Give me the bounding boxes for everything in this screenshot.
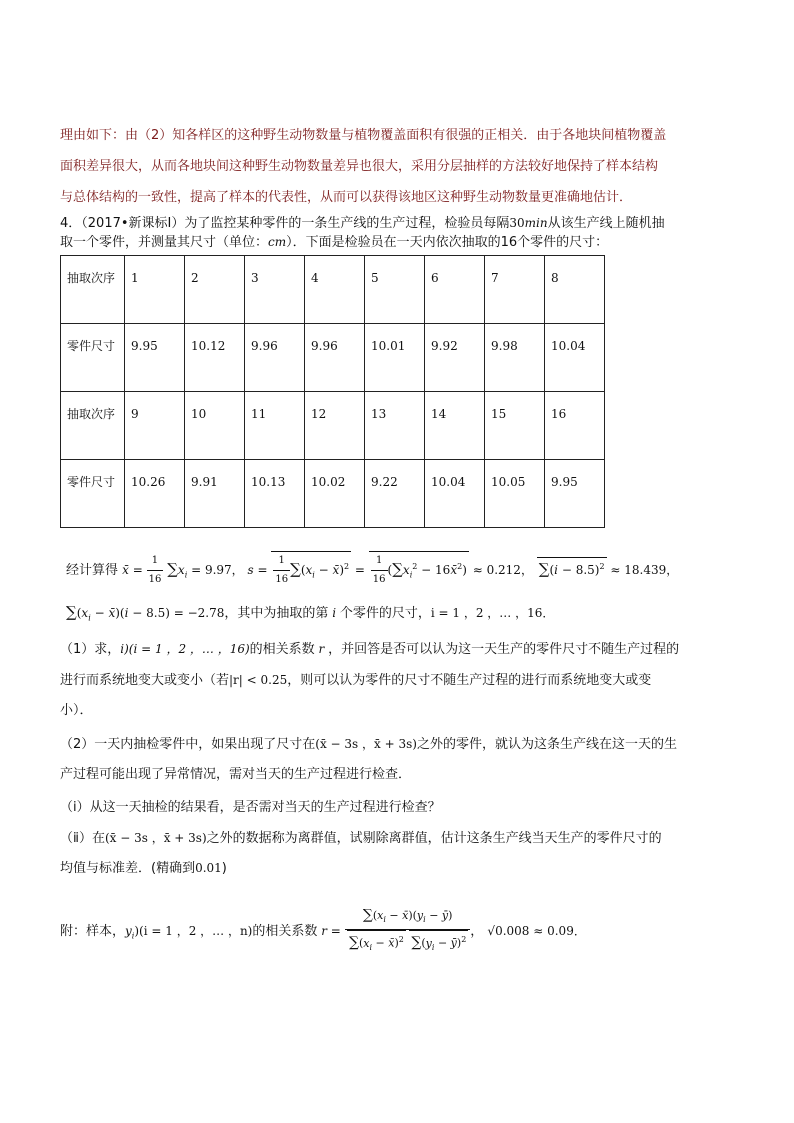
table-cell: 13 — [365, 392, 425, 460]
q1-text-d: ，并回答是否可以认为这一天生产的零件尺寸不随生产过程的 — [328, 642, 680, 657]
table-row — [61, 392, 605, 460]
table-cell: 9.22 — [365, 460, 425, 528]
table-cell: 10.02 — [305, 460, 365, 528]
appendix-lead: 附：样本， — [60, 924, 126, 940]
table-cell: 9.96 — [245, 324, 305, 392]
sum-value: ≈ 18.439 — [610, 563, 667, 577]
calc-line-2: $\sum(x_i$ − x̄)(i − 8.5) = −2.78，其中为抽取的第 i 个零件的尺寸，i = 1 ，2 ，… ，16． — [66, 603, 555, 623]
table-cell: 10.26 — [125, 460, 185, 528]
parts-table — [60, 255, 605, 528]
table-cell: 10.05 — [485, 460, 545, 528]
table-cell: 9.96 — [305, 324, 365, 392]
problem-intro-line-1 — [60, 214, 665, 233]
table-cell: 16 — [545, 392, 605, 460]
q1-text-2c: ，则可以认为零件的尺寸不随生产过程的进行而系统地变大或变 — [287, 673, 652, 688]
table-row — [61, 460, 605, 528]
problem-intro2-text-cont: ）．下面是检验员在一天内依次抽取的16个零件的尺寸： — [286, 235, 609, 250]
calc-line-1 — [66, 551, 678, 589]
xbar-formula: x̄ = $\frac{1}{16}$ $\sum x_i = 9.97$， s = $\frac{1}{16}$ $\sum(x_i$ − x̄)$^2$ = $\frac{1}{16}$ ($\sum x_i^2$ − 16x̄$^2$) ≈ 0.212， $\sum(i - 8.5)^2 \approx 18.439$， — [122, 563, 678, 577]
problem-intro-line-2 — [60, 233, 608, 252]
appendix-pair: $y_i$ — [125, 924, 135, 941]
table-cell: 9 — [125, 392, 185, 460]
xbar-value: = 9.97 — [191, 563, 232, 577]
cov-value: = −2.78 — [173, 606, 225, 620]
q2-sub-1: （ⅰ）从这一天抽检的结果看，是否需对当天的生产过程进行检查？ — [60, 800, 441, 815]
q2-text-a: （2）一天内抽检零件中，如果出现了尺寸在 — [60, 737, 316, 752]
cov-formula: $\sum(x_i$ − x̄)(i − 8.5) = −2.78 — [66, 603, 225, 623]
q2-precision: 0.01 — [195, 861, 222, 875]
table-cell: 2 — [185, 256, 245, 324]
table-row — [61, 256, 605, 324]
size-unit: cm — [268, 235, 287, 249]
table-cell: 10 — [185, 392, 245, 460]
table-row-header: 抽取次序 — [61, 256, 125, 324]
table-row-header: 抽取次序 — [61, 392, 125, 460]
table-cell: 8 — [545, 256, 605, 324]
calc-lead: 经计算得 — [66, 563, 119, 578]
table-row — [61, 324, 605, 392]
table-cell: 9.91 — [185, 460, 245, 528]
correlation-formula: $\frac{\sum(x_i - x̄)(y_i - ȳ)}{\sum(x_i - x̄)^2 \sum(y_i - ȳ)^2}$ — [345, 906, 470, 957]
table-row-header: 零件尺寸 — [61, 324, 125, 392]
interval-number: 30 — [509, 216, 525, 230]
table-cell: 15 — [485, 392, 545, 460]
table-cell: 14 — [425, 392, 485, 460]
appendix-line: 附：样本，$y_i)(i = 1$ ，2 ，… ，n)的相关系数 r = $\frac{\sum(x_i - x̄)(y_i - ȳ)}{\sum(x_i - x̄)^2 \sum(y_i - ȳ)^2}$ ， √0.008 ≈ 0.09． — [60, 906, 586, 957]
problem-intro2-text: 取一个零件，并测量其尺寸（单位： — [60, 235, 269, 250]
s-value: ≈ 0.212 — [472, 563, 521, 577]
q1-line-3: 小）． — [60, 703, 93, 718]
cov-tail: ，其中为抽取的第 — [224, 606, 329, 621]
table-cell: 10.04 — [425, 460, 485, 528]
reason-line-1: 理由如下：由（2）知各样区的这种野生动物数量与植物覆盖面积有很强的正相关．由于各地块间植物覆盖 — [60, 128, 667, 143]
i-range: i = 1 ，2 ，… ，16． — [430, 606, 555, 620]
q2-sub3-a: 均值与标准差．(精确到 — [60, 861, 196, 876]
table-cell: 9.95 — [125, 324, 185, 392]
table-cell: 6 — [425, 256, 485, 324]
table-cell: 1 — [125, 256, 185, 324]
table-cell: 10.13 — [245, 460, 305, 528]
problem-intro-text-cont: 从该生产线上随机抽 — [547, 216, 665, 231]
table-cell: 9.95 — [545, 460, 605, 528]
q2-line-1 — [60, 735, 677, 754]
reason-line-3: 与总体结构的一致性，提高了样本的代表性，从而可以获得该地区这种野生动物数量更准确地估计． — [60, 190, 633, 205]
q1-text-2a: 进行而系统地变大或变小（若 — [60, 673, 230, 688]
table-cell: 10.01 — [365, 324, 425, 392]
q1-line-2 — [60, 671, 651, 690]
table-cell: 10.04 — [545, 324, 605, 392]
appendix-tail: √0.008 ≈ 0.09． — [487, 924, 586, 939]
table-cell: 11 — [245, 392, 305, 460]
q2-line-2: 产过程可能出现了异常情况，需对当天的生产过程进行检查． — [60, 767, 412, 782]
appendix-range: )(i = 1 ，2 ，… ，n) — [134, 924, 253, 939]
table-cell: 5 — [365, 256, 425, 324]
q2-sub2-interval: (x̄ − 3s ，x̄ + 3s) — [104, 831, 207, 845]
interval-unit: min — [524, 216, 548, 230]
q1-threshold: |r| < 0.25 — [229, 673, 288, 687]
table-cell: 10.12 — [185, 324, 245, 392]
problem-intro-text: 4．（2017•新课标Ⅰ）为了监控某种零件的一条生产线的生产过程，检验员每隔 — [60, 216, 510, 231]
q1-index-range: i)(i = 1 ，2 ，… ，16) — [120, 642, 250, 656]
table-cell: 3 — [245, 256, 305, 324]
q1-text-c: 的相关系数 — [249, 642, 315, 657]
table-cell: 12 — [305, 392, 365, 460]
q2-sub2-c: 之外的数据称为离群值，试剔除离群值，估计这条生产线当天生产的零件尺寸的 — [206, 831, 662, 846]
table-cell: 4 — [305, 256, 365, 324]
table-cell: 9.92 — [425, 324, 485, 392]
q2-text-c: 之外的零件，就认为这条生产线在这一天的生 — [416, 737, 677, 752]
q1-text-a: （1）求， — [60, 642, 121, 657]
q2-sub-2 — [60, 829, 662, 848]
reason-line-2: 面积差异很大，从而各地块间这种野生动物数量差异也很大，采用分层抽样的方法较好地保持了样本结构 — [60, 159, 659, 174]
q2-sub3-c: ) — [221, 861, 227, 876]
table-cell: 7 — [485, 256, 545, 324]
q1-line-1: （1）求，i)(i = 1 ，2 ，… ，16)的相关系数 r ，并回答是否可以认为这一天生产的零件尺寸不随生产过程的 — [60, 642, 680, 657]
appendix-mid: 的相关系数 — [252, 924, 318, 940]
table-row-header: 零件尺寸 — [61, 460, 125, 528]
table-cell: 9.98 — [485, 324, 545, 392]
cov-tail-2: 个零件的尺寸， — [339, 606, 431, 621]
q2-interval: (x̄ − 3s ，x̄ + 3s) — [315, 737, 417, 751]
q2-sub2-a: （ⅱ）在 — [60, 831, 105, 846]
q2-sub-3 — [60, 859, 227, 878]
